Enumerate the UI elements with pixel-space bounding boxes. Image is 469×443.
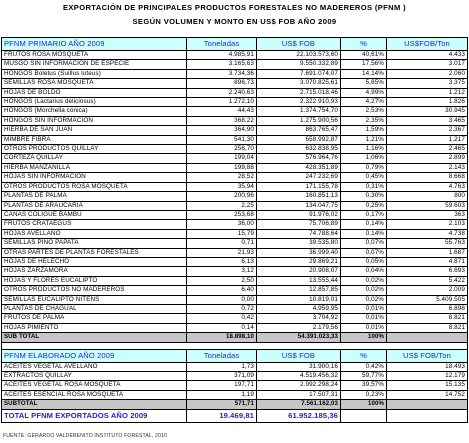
- table-row-usd-per-ton: 18.493: [387, 362, 468, 371]
- table-row-percent: 59,77%: [341, 372, 387, 381]
- table-row-tonnes: 4.985,91: [187, 51, 257, 60]
- table-row-usd-per-ton: 3.375: [387, 79, 468, 88]
- table-row-product-name: ACEITES VEGETAL AVELLANO: [2, 362, 187, 371]
- table-row-product-name: SEMILLAS PINO PAPATA: [2, 239, 187, 248]
- table-row-usd-per-ton: 8.668: [387, 173, 468, 182]
- table-row-usd-per-ton: 363: [387, 210, 468, 219]
- table-row-usd-fob: 29.869,21: [257, 257, 341, 266]
- table-row-usd-fob: 7.691.074,07: [257, 69, 341, 78]
- table-row-percent: 2,35%: [341, 116, 387, 125]
- table-row-tonnes: 3.734,36: [187, 69, 257, 78]
- table-row-product-name: FRUTOS CRATAEGUS: [2, 220, 187, 229]
- table-row-product-name: FRUTOS ROSA MOSQUETA: [2, 51, 187, 60]
- table-row: [2, 60, 468, 69]
- table-row-percent: 0,04%: [341, 267, 387, 276]
- table-row-tonnes: 541,30: [187, 135, 257, 144]
- report-title: EXPORTACIÓN DE PRINCIPALES PRODUCTOS FORESTALES NO MADEREROS (PFNM ): [62, 3, 407, 12]
- primary-subtotal-row: [2, 333, 468, 342]
- table-row-percent: 0,23%: [341, 390, 387, 399]
- table-row: [2, 163, 468, 172]
- table-row-usd-per-ton: 2.143: [387, 163, 468, 172]
- table-row-usd-fob: 13.555,44: [257, 276, 341, 285]
- primary-subtotal-row-tonnes: 18.898,10: [187, 333, 257, 342]
- table-row-usd-per-ton: 3.017: [387, 60, 468, 69]
- table-row-usd-fob: 74.788,64: [257, 229, 341, 238]
- elaborado-header-row-tonnes: Toneladas: [187, 349, 257, 362]
- table-row-usd-per-ton: 800: [387, 192, 468, 201]
- elaborado-subtotal-row-product-name: SUBTOTAL: [2, 400, 187, 409]
- table-row-product-name: CORTEZA QUILLAY: [2, 154, 187, 163]
- table-row-usd-per-ton: 5.422: [387, 276, 468, 285]
- table-row-product-name: HOJAS Y FLORES EUCALIPTO: [2, 276, 187, 285]
- table-row-usd-fob: 2.322.910,93: [257, 98, 341, 107]
- table-row-tonnes: 253,68: [187, 210, 257, 219]
- table-row-tonnes: 2.240,63: [187, 88, 257, 97]
- table-row-percent: 0,17%: [341, 210, 387, 219]
- table-row-usd-per-ton: 15.135: [387, 381, 468, 390]
- table-row-usd-fob: 75.706,89: [257, 220, 341, 229]
- elaborado-header-row-percent: %: [341, 349, 387, 362]
- table-row-tonnes: 15,79: [187, 229, 257, 238]
- elaborado-subtotal-row-percent: 100%: [341, 400, 387, 409]
- primary-subtotal-row-percent: 100%: [341, 333, 387, 342]
- section-spacer: [2, 342, 468, 349]
- table-row-product-name: OTROS PRODUCTOS ROSA MOSQUETA: [2, 182, 187, 191]
- table-row: [2, 182, 468, 191]
- table-row-usd-per-ton: 1.687: [387, 248, 468, 257]
- elaborado-subtotal-row: [2, 400, 468, 409]
- table-row-percent: 0,25%: [341, 201, 387, 210]
- table-row-usd-per-ton: 2.899: [387, 154, 468, 163]
- table-row-usd-per-ton: 14.752: [387, 390, 468, 399]
- table-row: [2, 107, 468, 116]
- table-row-usd-fob: 576.964,76: [257, 154, 341, 163]
- table-row-usd-fob: 1.374.754,70: [257, 107, 341, 116]
- table-row-percent: 17,56%: [341, 60, 387, 69]
- table-row-product-name: HOJAS DE BOLDO: [2, 88, 187, 97]
- primary-header-row: [2, 38, 468, 51]
- table-row-product-name: ACEITES VEGETAL ROSA MOSQUETA: [2, 381, 187, 390]
- table-row-tonnes: 368,22: [187, 116, 257, 125]
- table-row-percent: 0,14%: [341, 229, 387, 238]
- table-row: [2, 192, 468, 201]
- table-row-usd-fob: 247.232,69: [257, 173, 341, 182]
- table-row-product-name: HOJAS SIN INFORMACIÓN: [2, 173, 187, 182]
- table-row-percent: 1,21%: [341, 135, 387, 144]
- table-row-usd-fob: 9.550.332,89: [257, 60, 341, 69]
- elaborado-header-row-product-name: PFNM ELABORADO AÑO 2009: [2, 349, 187, 362]
- report-subtitle: SEGÚN VOLUMEN Y MONTO EN US$ FOB AÑO 2009: [132, 17, 337, 26]
- table-row-tonnes: 2,25: [187, 201, 257, 210]
- table-row-usd-per-ton: 1.212: [387, 88, 468, 97]
- table-row-product-name: EXTRACTOS QUILLAY: [2, 372, 187, 381]
- primary-subtotal-row-usd-fob: 54.391.023,33: [257, 333, 341, 342]
- table-row-percent: 0,01%: [341, 314, 387, 323]
- table-row-tonnes: 35,94: [187, 182, 257, 191]
- table-row-tonnes: 200,96: [187, 192, 257, 201]
- table-row-percent: 0,45%: [341, 173, 387, 182]
- table-row-product-name: HIERBA DE SAN JUAN: [2, 126, 187, 135]
- table-row-usd-per-ton: 5.409.505: [387, 295, 468, 304]
- elaborado-subtotal-row-usd-fob: 7.561.162,03: [257, 400, 341, 409]
- table-row-percent: 1,06%: [341, 154, 387, 163]
- elaborado-header-row-usd-fob: US$ FOB: [257, 349, 341, 362]
- table-row-product-name: HOJAS ZARZAMORA: [2, 267, 187, 276]
- primary-subtotal-row-usd-per-ton: [387, 333, 468, 342]
- table-row: [2, 257, 468, 266]
- elaborado-header-row: [2, 349, 468, 362]
- table-row-tonnes: 1,19: [187, 390, 257, 399]
- table-row-usd-fob: 428.351,89: [257, 163, 341, 172]
- elaborado-subtotal-row-usd-per-ton: [387, 400, 468, 409]
- table-row-usd-per-ton: 1.826: [387, 98, 468, 107]
- table-row: [2, 295, 468, 304]
- table-row-usd-fob: 91.976,02: [257, 210, 341, 219]
- table-row-usd-fob: 17.507,31: [257, 390, 341, 399]
- table-row-usd-fob: 31.900,16: [257, 362, 341, 371]
- table-row: [2, 276, 468, 285]
- source-note: FUENTE: GERARDO VALDEBENITO INSTITUTO FORESTAL, 2010: [3, 433, 167, 439]
- table-row-percent: 0,02%: [341, 295, 387, 304]
- table-row-percent: 0,01%: [341, 304, 387, 313]
- primary-header-row-usd-fob: US$ FOB: [257, 38, 341, 51]
- table-row: [2, 323, 468, 332]
- table-row-usd-fob: 36.999,40: [257, 248, 341, 257]
- table-row-percent: 1,59%: [341, 126, 387, 135]
- table-row-product-name: HOJAS DE HELECHO: [2, 257, 187, 266]
- table-row-tonnes: 3.165,63: [187, 60, 257, 69]
- table-row-product-name: PLANTAS DE ARAUCARIA: [2, 201, 187, 210]
- table-row-percent: 14,14%: [341, 69, 387, 78]
- table-row-usd-per-ton: 6.693: [387, 267, 468, 276]
- table-row-percent: 0,14%: [341, 220, 387, 229]
- table-row-usd-per-ton: 6.898: [387, 304, 468, 313]
- table-row-usd-fob: 658.992,87: [257, 135, 341, 144]
- table-row-usd-fob: 20.908,07: [257, 267, 341, 276]
- table-row-tonnes: 371,09: [187, 372, 257, 381]
- table-row: [2, 135, 468, 144]
- table-row-product-name: OTRAS PARTES DE PLANTAS FORESTALES: [2, 248, 187, 257]
- table-row-tonnes: 44,43: [187, 107, 257, 116]
- table-row-usd-per-ton: 3.465: [387, 116, 468, 125]
- table-row-tonnes: 2,50: [187, 276, 257, 285]
- table-row-tonnes: 364,90: [187, 126, 257, 135]
- total-row: [2, 409, 468, 422]
- table-row-tonnes: 256,70: [187, 145, 257, 154]
- table-row-tonnes: 6,13: [187, 257, 257, 266]
- elaborado-subtotal-row-tonnes: 571,71: [187, 400, 257, 409]
- table-row: [2, 267, 468, 276]
- table-row: [2, 79, 468, 88]
- table-row-tonnes: 28,52: [187, 173, 257, 182]
- table-row-usd-per-ton: 55.763: [387, 239, 468, 248]
- table-row: [2, 69, 468, 78]
- exports-table: [1, 37, 468, 423]
- table-row-tonnes: 0,00: [187, 295, 257, 304]
- table-row-usd-fob: 3.704,92: [257, 314, 341, 323]
- table-row: [2, 229, 468, 238]
- table-row: [2, 145, 468, 154]
- table-row-usd-fob: 3.070.825,61: [257, 79, 341, 88]
- table-row-tonnes: 0,42: [187, 314, 257, 323]
- table-row-usd-fob: 134.047,75: [257, 201, 341, 210]
- table-row: [2, 116, 468, 125]
- table-row-usd-fob: 171.155,78: [257, 182, 341, 191]
- table-row-product-name: ACEITES ESENCIAL ROSA MOSQUETA: [2, 390, 187, 399]
- table-row-percent: 0,02%: [341, 276, 387, 285]
- table-row-product-name: HOJAS AVELLANO: [2, 229, 187, 238]
- table-row-percent: 0,42%: [341, 362, 387, 371]
- table-row-percent: 2,53%: [341, 107, 387, 116]
- table-row-product-name: OTROS PRODUCTOS NO MADEREROS: [2, 286, 187, 295]
- table-row-usd-per-ton: 2.465: [387, 145, 468, 154]
- table-row-tonnes: 0,72: [187, 304, 257, 313]
- table-row-product-name: MIMBRE FIBRA: [2, 135, 187, 144]
- table-row-tonnes: 21,93: [187, 248, 257, 257]
- table-row-percent: 0,30%: [341, 192, 387, 201]
- table-row-percent: 1,16%: [341, 145, 387, 154]
- table-row-product-name: CAÑAS COLIGUE BAMBU: [2, 210, 187, 219]
- table-row-usd-fob: 4.519.456,32: [257, 372, 341, 381]
- table-row-percent: 4,99%: [341, 88, 387, 97]
- table-row-tonnes: 896,73: [187, 79, 257, 88]
- table-row: [2, 372, 468, 381]
- spacer-cell: [2, 342, 468, 349]
- table-row-percent: 0,79%: [341, 163, 387, 172]
- total-row-tonnes: 19.469,81: [187, 409, 257, 422]
- table-row-usd-fob: 2.992.298,24: [257, 381, 341, 390]
- table-row-usd-per-ton: 4.871: [387, 257, 468, 266]
- table-row-tonnes: 0,71: [187, 239, 257, 248]
- total-row-product-name: TOTAL PFNM EXPORTADOS AÑO 2009: [2, 409, 187, 422]
- table-row-usd-fob: 22.103.573,60: [257, 51, 341, 60]
- table-row-percent: 0,31%: [341, 182, 387, 191]
- table-row-usd-fob: 2.179,56: [257, 323, 341, 332]
- primary-header-row-percent: %: [341, 38, 387, 51]
- table-row: [2, 154, 468, 163]
- table-row-tonnes: 0,14: [187, 323, 257, 332]
- table-row-usd-per-ton: 30.945: [387, 107, 468, 116]
- table-row-usd-fob: 4.959,95: [257, 304, 341, 313]
- exports-table-body: [2, 38, 468, 423]
- table-row-tonnes: 199,04: [187, 154, 257, 163]
- table-row-product-name: HIERBA MANZANILLA: [2, 163, 187, 172]
- table-row-usd-per-ton: 2.009: [387, 286, 468, 295]
- table-row-percent: 0,07%: [341, 248, 387, 257]
- table-row-usd-fob: 863.765,47: [257, 126, 341, 135]
- table-row-usd-fob: 10.819,01: [257, 295, 341, 304]
- table-row-usd-per-ton: 12.179: [387, 372, 468, 381]
- table-row-usd-per-ton: 2.103: [387, 220, 468, 229]
- table-row: [2, 248, 468, 257]
- table-row-usd-per-ton: 59.603: [387, 201, 468, 210]
- table-row: [2, 390, 468, 399]
- table-row-tonnes: 1.272,10: [187, 98, 257, 107]
- primary-header-row-tonnes: Toneladas: [187, 38, 257, 51]
- table-row: [2, 304, 468, 313]
- table-row-product-name: PLANTAS DE PALMA: [2, 192, 187, 201]
- table-row-product-name: HOJAS PIMIENTO: [2, 323, 187, 332]
- table-row-product-name: OTROS PRODUCTOS QUILLAY: [2, 145, 187, 154]
- table-row: [2, 362, 468, 371]
- total-row-percent: [341, 409, 387, 422]
- table-row-tonnes: 36,00: [187, 220, 257, 229]
- table-row-tonnes: 199,88: [187, 163, 257, 172]
- table-row-product-name: PLANTAS DE CHAGUAL: [2, 304, 187, 313]
- table-row-usd-fob: 160.851,13: [257, 192, 341, 201]
- table-row-usd-per-ton: 2.060: [387, 69, 468, 78]
- table-row: [2, 51, 468, 60]
- primary-header-row-usd-per-ton: US$FOB/Ton: [387, 38, 468, 51]
- table-row-usd-fob: 39.535,80: [257, 239, 341, 248]
- table-row-tonnes: 1,73: [187, 362, 257, 371]
- table-row-percent: 0,07%: [341, 239, 387, 248]
- table-row-tonnes: 3,12: [187, 267, 257, 276]
- table-row-product-name: HONGOS (Lactarius deliciosus): [2, 98, 187, 107]
- table-row-percent: 39,57%: [341, 381, 387, 390]
- table-row: [2, 126, 468, 135]
- table-row-usd-fob: 2.715.018,46: [257, 88, 341, 97]
- table-row-product-name: MUSGO SIN INFORMACIÓN DE ESPECIE: [2, 60, 187, 69]
- table-row-product-name: HONGOS Boletus (Suillus luteus): [2, 69, 187, 78]
- table-row-percent: 0,05%: [341, 257, 387, 266]
- primary-header-row-product-name: PFNM PRIMARIO AÑO 2009: [2, 38, 187, 51]
- table-row-usd-per-ton: 4.763: [387, 182, 468, 191]
- table-row-percent: 4,27%: [341, 98, 387, 107]
- table-row: [2, 286, 468, 295]
- table-row-percent: 0,02%: [341, 286, 387, 295]
- total-row-usd-fob: 61.952.185,36: [257, 409, 341, 422]
- total-row-usd-per-ton: [387, 409, 468, 422]
- table-row: [2, 201, 468, 210]
- table-row: [2, 381, 468, 390]
- table-row: [2, 220, 468, 229]
- table-row-usd-per-ton: 1.217: [387, 135, 468, 144]
- table-row-usd-fob: 12.857,85: [257, 286, 341, 295]
- primary-subtotal-row-product-name: SUB TOTAL: [2, 333, 187, 342]
- table-row-usd-per-ton: 4.738: [387, 229, 468, 238]
- table-row-product-name: SEMILLAS EUCALIPTO NITENS: [2, 295, 187, 304]
- table-row-usd-per-ton: 4.433: [387, 51, 468, 60]
- table-row-usd-per-ton: 2.367: [387, 126, 468, 135]
- table-row-product-name: HONGOS (Morchella cónica): [2, 107, 187, 116]
- table-row-product-name: HONGOS SIN INFORMACIÓN: [2, 116, 187, 125]
- table-row-usd-per-ton: 8.821: [387, 323, 468, 332]
- table-row-percent: 40,61%: [341, 51, 387, 60]
- table-row-percent: 0,01%: [341, 323, 387, 332]
- table-row: [2, 88, 468, 97]
- table-row: [2, 98, 468, 107]
- table-row: [2, 173, 468, 182]
- elaborado-header-row-usd-per-ton: US$ FOB/Ton: [387, 349, 468, 362]
- table-row-percent: 5,65%: [341, 79, 387, 88]
- table-row-product-name: SEMILLAS ROSA MOSQUETA: [2, 79, 187, 88]
- table-row: [2, 210, 468, 219]
- table-row-product-name: FRUTOS DE PALMA: [2, 314, 187, 323]
- table-row-usd-per-ton: 8.821: [387, 314, 468, 323]
- table-row-tonnes: 197,71: [187, 381, 257, 390]
- table-row-tonnes: 6,40: [187, 286, 257, 295]
- table-row-usd-fob: 1.275.900,56: [257, 116, 341, 125]
- table-row-usd-fob: 632.838,95: [257, 145, 341, 154]
- table-row: [2, 239, 468, 248]
- table-row: [2, 314, 468, 323]
